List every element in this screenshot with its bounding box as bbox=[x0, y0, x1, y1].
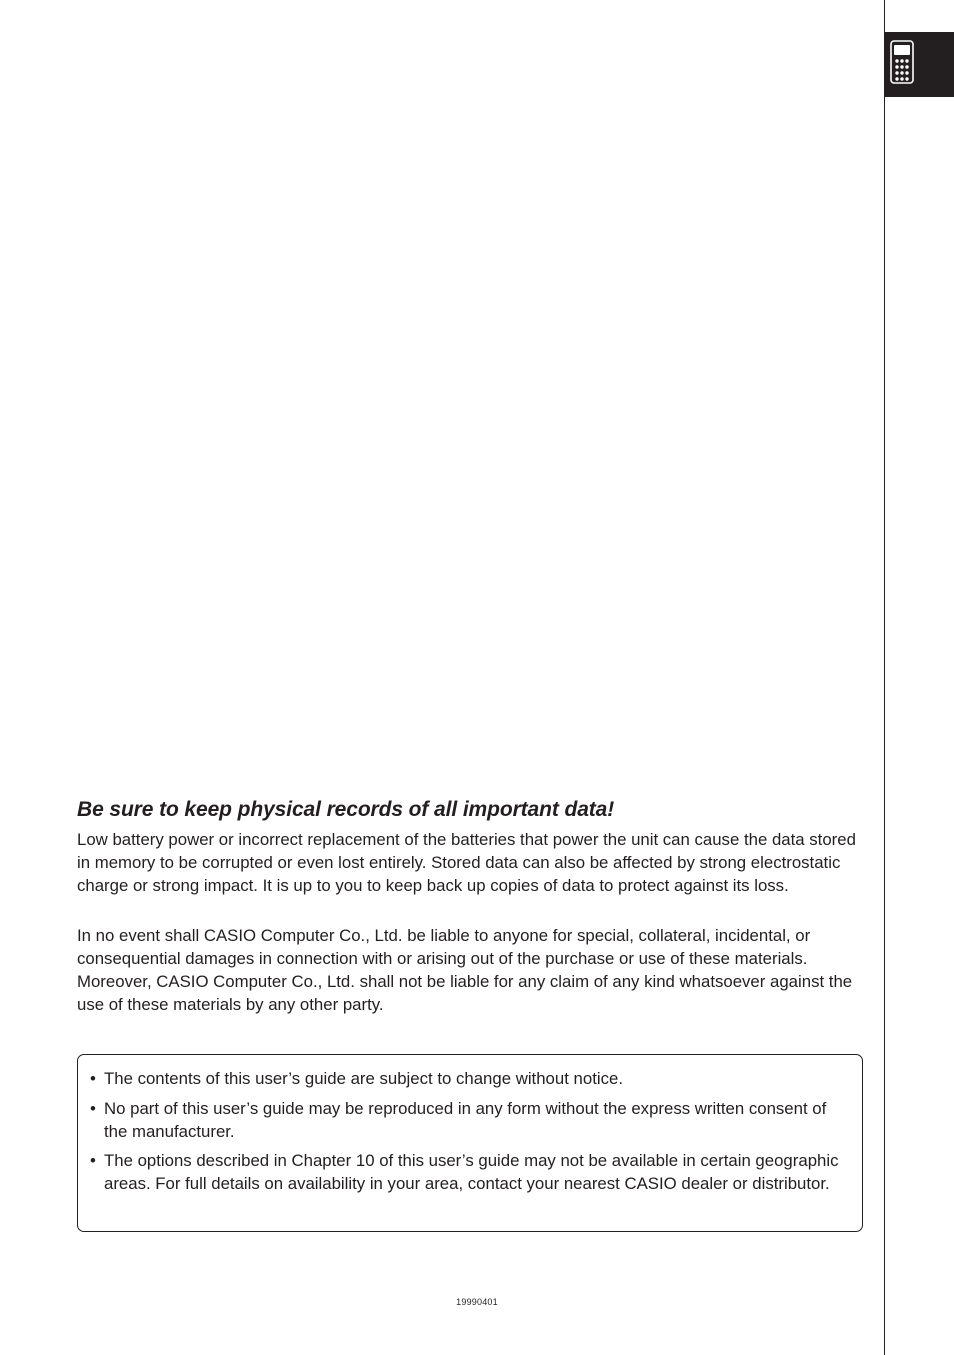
bullet-icon: • bbox=[90, 1151, 96, 1171]
notice-item bbox=[90, 1068, 842, 1091]
chapter-edge-tab bbox=[884, 32, 954, 97]
data-warning-heading: Be sure to keep physical records of all important data! bbox=[77, 798, 615, 821]
bullet-icon: • bbox=[90, 1069, 96, 1088]
notice-item bbox=[90, 1098, 842, 1144]
notice-text: No part of this user’s guide may be reproduced in any form without the express written consent of the manufacturer. bbox=[104, 1098, 827, 1141]
liability-paragraph: In no event shall CASIO Computer Co., Ltd. be liable to anyone for special, collateral, incidental, or consequential damages in connection with or arising out of the purchase or use of these materials. Moreover, CASIO Computer Co., Ltd. shall not be liable for any claim of any kind whatsoever against the use of these materials by any other party. bbox=[77, 926, 853, 1014]
main-content bbox=[77, 797, 867, 1017]
notice-box bbox=[77, 1054, 863, 1232]
calculator-icon bbox=[890, 40, 914, 84]
notice-item bbox=[90, 1150, 842, 1196]
notice-text: The contents of this user’s guide are subject to change without notice. bbox=[104, 1069, 623, 1088]
bullet-icon: • bbox=[90, 1098, 96, 1118]
battery-warning-paragraph: Low battery power or incorrect replacement of the batteries that power the unit can cause the data stored in memory to be corrupted or even lost entirely. Stored data can also be affected by strong electrostatic charge or strong impact. It is up to you to keep back up copies of data to protect against its loss. bbox=[77, 830, 856, 895]
page-edge-rule bbox=[884, 0, 885, 1355]
notice-text: The options described in Chapter 10 of this user’s guide may not be available in certain geographic areas. For full details on availability in your area, contact your nearest CASIO dealer or distributor. bbox=[104, 1151, 839, 1194]
page-code: 19990401 bbox=[456, 1297, 498, 1307]
notice-list bbox=[78, 1055, 862, 1196]
